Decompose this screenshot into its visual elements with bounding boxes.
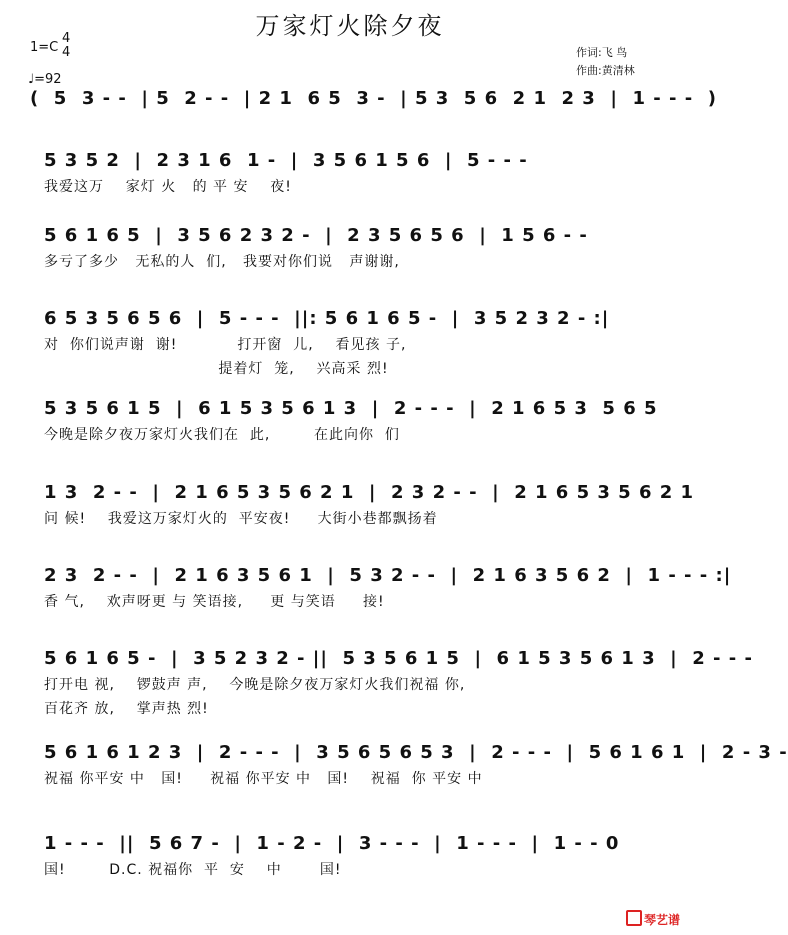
tempo-mark: ♩=92 bbox=[28, 72, 62, 87]
time-signature bbox=[62, 32, 70, 60]
notation-line: 2 3 2 - - | 2 1 6 3 5 6 1 | 5 3 2 - - | 2 1 6 3 5 6 2 | 1 - - - :| bbox=[44, 565, 732, 586]
notation-line: 5 6 1 6 1 2 3 | 2 - - - | 3 5 6 5 6 5 3 | 2 - - - | 5 6 1 6 1 | 2 - 3 - bbox=[44, 742, 788, 763]
notation-line: 5 6 1 6 5 | 3 5 6 2 3 2 - | 2 3 5 6 5 6 | 1 5 6 - - bbox=[44, 225, 588, 246]
notation-line: ( 5 3 - - | 5 2 - - | 2 1 6 5 3 - | 5 3 5 6 2 1 2 3 | 1 - - - ) bbox=[30, 88, 717, 109]
lyricist: 作词:飞 鸟 bbox=[576, 46, 628, 59]
lyric-line: 国! D.C. 祝福你 平 安 中 国! bbox=[44, 862, 342, 878]
lyric-line: 我爱这万 家灯 火 的 平 安 夜! bbox=[44, 179, 292, 195]
site-logo bbox=[626, 910, 680, 928]
lyric-line: 今晚是除夕夜万家灯火我们在 此, 在此向你 们 bbox=[44, 427, 400, 443]
lyric-line: 百花齐 放, 掌声热 烈! bbox=[44, 701, 209, 717]
song-title: 万家灯火除夕夜 bbox=[255, 12, 445, 40]
logo-icon bbox=[626, 910, 642, 926]
time-top: 4 bbox=[62, 31, 71, 46]
notation-line: 5 6 1 6 5 - | 3 5 2 3 2 - || 5 3 5 6 1 5 | 6 1 5 3 5 6 1 3 | 2 - - - bbox=[44, 648, 753, 669]
notation-line: 6 5 3 5 6 5 6 | 5 - - - ||: 5 6 1 6 5 - | 3 5 2 3 2 - :| bbox=[44, 308, 610, 329]
credits bbox=[576, 44, 635, 80]
lyric-line: 问 候! 我爱这万家灯火的 平安夜! 大街小巷都飘扬着 bbox=[44, 511, 438, 527]
lyric-line: 对 你们说声谢 谢! 打开窗 儿, 看见孩 子, bbox=[44, 337, 407, 353]
lyric-line: 香 气, 欢声呀更 与 笑语接, 更 与笑语 接! bbox=[44, 594, 385, 610]
notation-line: 1 3 2 - - | 2 1 6 5 3 5 6 2 1 | 2 3 2 - - | 2 1 6 5 3 5 6 2 1 bbox=[44, 482, 695, 503]
notation-line: 1 - - - || 5 6 7 - | 1 - 2 - | 3 - - - | 1 - - - | 1 - - 0 bbox=[44, 833, 620, 854]
time-bottom: 4 bbox=[62, 45, 71, 60]
notation-line: 5 3 5 2 | 2 3 1 6 1 - | 3 5 6 1 5 6 | 5 - - - bbox=[44, 150, 528, 171]
notation-line: 5 3 5 6 1 5 | 6 1 5 3 5 6 1 3 | 2 - - - | 2 1 6 5 3 5 6 5 bbox=[44, 398, 658, 419]
lyric-line: 打开电 视, 锣鼓声 声, 今晚是除夕夜万家灯火我们祝福 你, bbox=[44, 677, 466, 693]
lyric-line: 提着灯 笼, 兴高采 烈! bbox=[44, 361, 389, 377]
logo-text: 琴艺谱 bbox=[644, 913, 681, 927]
key-signature: 1=C bbox=[30, 40, 59, 55]
composer: 作曲:黄清林 bbox=[576, 64, 635, 77]
lyric-line: 祝福 你平安 中 国! 祝福 你平安 中 国! 祝福 你 平安 中 bbox=[44, 771, 483, 787]
lyric-line: 多亏了多少 无私的人 们, 我要对你们说 声谢谢, bbox=[44, 254, 400, 270]
